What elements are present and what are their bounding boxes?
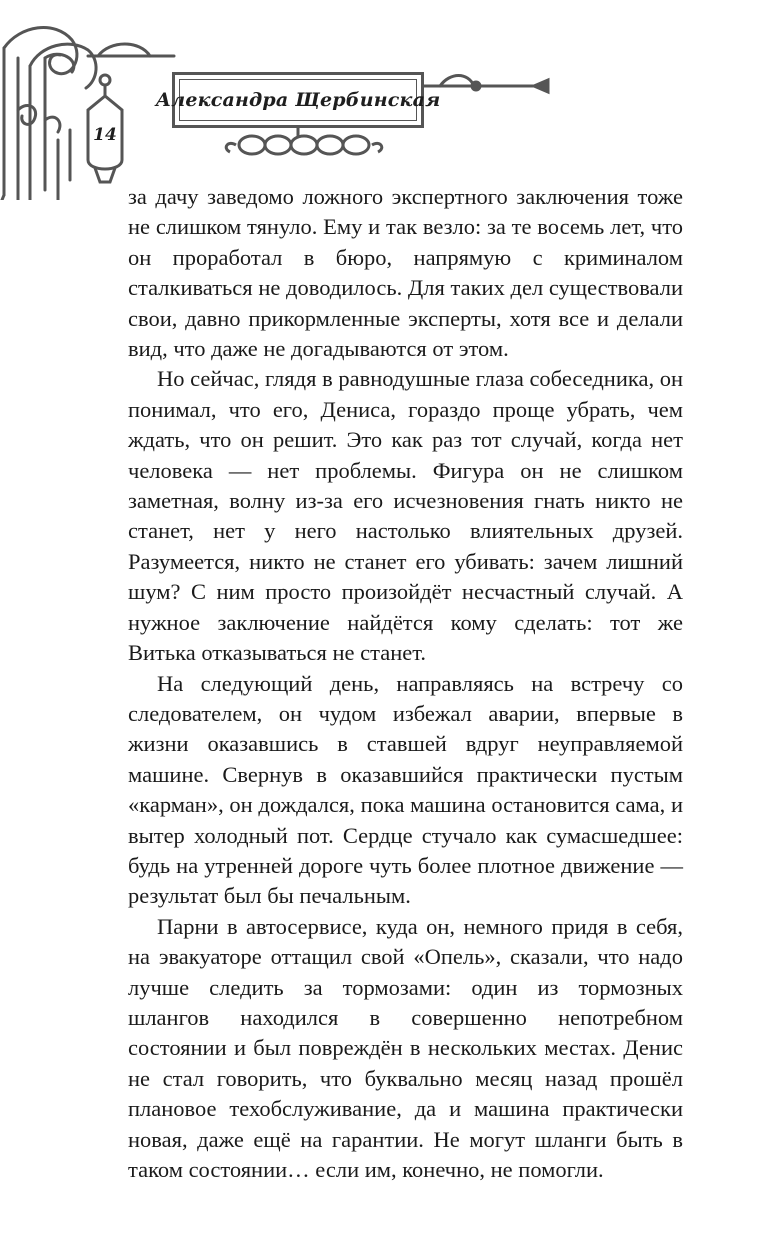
page-number: 14	[93, 125, 117, 145]
chain-link	[343, 136, 369, 154]
author-name: Александра Щербинская	[155, 89, 441, 111]
chain-link	[317, 136, 343, 154]
paragraph: На следующий день, направляясь на встречу со следователем, он чудом избежал аварии, впервые в жизни оказавшись в ставшей вдруг неуправляемой машине. Свернув в оказавшийся практически пустым «карман», он дождался, пока машина остановится сама, и вытер холодный пот. Сердце стучало как сумасшедшее: будь на утренней дороге чуть более плотное движение — результат был бы печальным.	[128, 670, 683, 909]
ornament-scroll	[30, 44, 96, 88]
finial-icon	[534, 80, 548, 92]
running-header	[155, 72, 441, 128]
paragraph: за дачу заведомо ложного экспертного заключения тоже не слишком тянуло. Ему и так везло: за те восемь лет, что он проработал в бюро, напрямую с криминалом сталкиваться не доводилось. Для таких дел существовали свои, давно прикормленные эксперты, хотя все и делали вид, что даже не догадываются от этом.	[128, 184, 683, 362]
ornament-scroll	[98, 44, 150, 56]
ornament-scroll	[4, 28, 77, 74]
chain-link	[291, 136, 317, 154]
ornament-bar	[0, 195, 4, 200]
paragraph: Но сейчас, глядя в равнодушные глаза собеседника, он понимал, что его, Дениса, гораздо проще убрать, чем ждать, что он решит. Это как раз тот случай, когда нет человека — нет проблемы. Фигура он не слишком заметная, волну из-за его исчезновения гнать никто не станет, нет у него настолько влиятельных друзей. Разумеется, никто не станет его убивать: зачем лишний шум? С ним просто произойдёт несчастный случай. А нужное заключение найдётся кому сделать: тот же Витька отказываться не станет.	[128, 366, 683, 666]
paragraph: Парни в автосервисе, куда он, немного придя в себя, на эвакуаторе оттащил свой «Опель», сказали, что надо лучше следить за тормозами: один из тормозных шлангов находился в совершенно непотребном состоянии и был повреждён в нескольких местах. Денис не стал говорить, что буквально месяц назад прошёл плановое техобслуживание, да и машина практически новая, даже ещё на гарантии. Не могут шланги быть в таком состоянии… если им, конечно, не помогли.	[128, 913, 683, 1182]
page-body	[128, 182, 683, 1185]
chain-link	[265, 136, 291, 154]
ornament-scroll	[18, 105, 36, 124]
ornament-scroll	[45, 117, 60, 132]
chain-link	[239, 136, 265, 154]
